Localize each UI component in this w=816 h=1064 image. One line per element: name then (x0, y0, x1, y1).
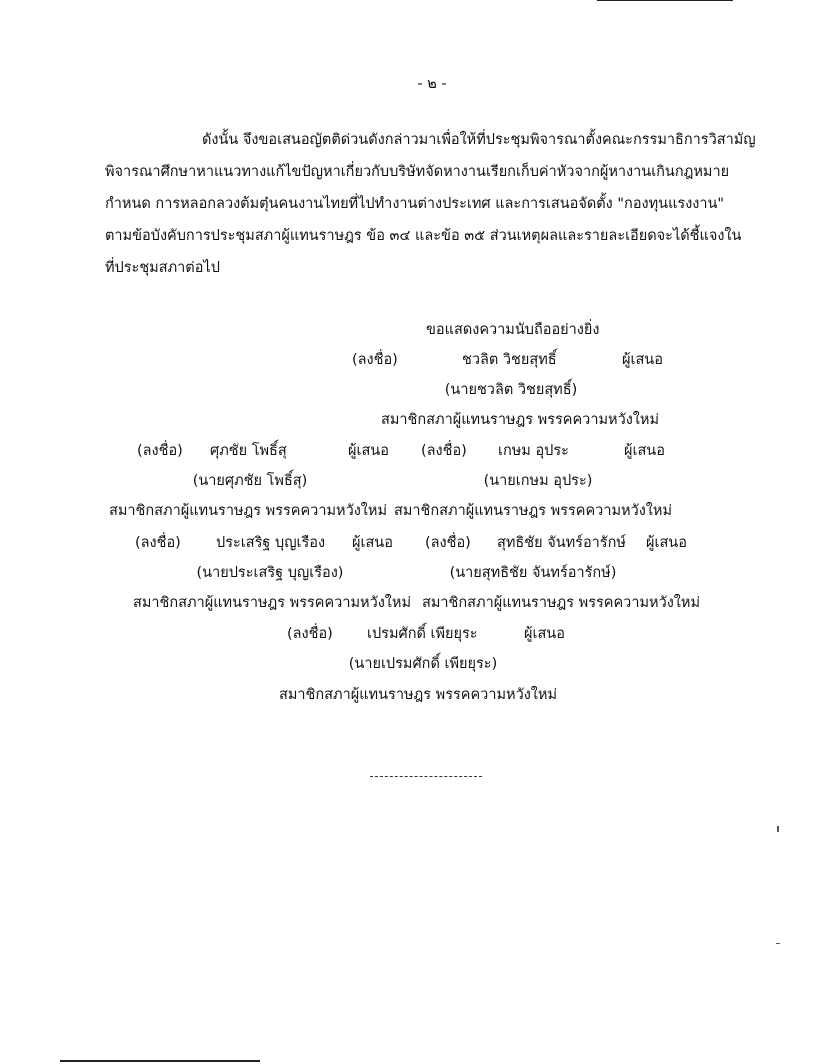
signatory-printed-name: (นายเกษม อุประ) (483, 473, 593, 489)
signatory-printed-name: (นายศุภชัย โพธิ์สุ) (192, 473, 308, 489)
end-divider (370, 776, 482, 777)
signatory-position: สมาชิกสภาผู้แทนราษฎร พรรคความหวังใหม่ (421, 595, 701, 611)
signatory-printed-name: (นายชวลิต วิชยสุทธิ์) (444, 382, 578, 398)
signatory-position: สมาชิกสภาผู้แทนราษฎร พรรคความหวังใหม่ (393, 503, 673, 519)
paragraph-line: ตามข้อบังคับการประชุมสภาผู้แทนราษฎร ข้อ ๓๔ และข้อ ๓๕ ส่วนเหตุผลและรายละเอียดจะได้ชี้แจงใน (105, 228, 742, 244)
scan-speck (776, 943, 780, 944)
signatory-printed-name: (นายสุทธิชัย จันทร์อารักษ์) (449, 565, 617, 581)
sign-label: (ลงชื่อ) (137, 443, 183, 459)
paragraph-line: ดังนั้น จึงขอเสนอญัตติด่วนดังกล่าวมาเพื่อให้ที่ประชุมพิจารณาตั้งคณะกรรมาธิการวิสามัญ (202, 132, 756, 148)
proposer-label: ผู้เสนอ (624, 443, 665, 459)
signatory-signature: ชวลิต วิชยสุทธิ์ (462, 352, 557, 368)
top-edge-rule (597, 0, 733, 1)
signatory-signature: ประเสริฐ บุญเรือง (216, 535, 326, 551)
signatory-signature: สุทธิชัย จันทร์อารักษ์ (497, 535, 626, 551)
page-number: - ๒ - (417, 76, 447, 92)
sign-label: (ลงชื่อ) (287, 626, 333, 642)
signatory-signature: เปรมศักดิ์ เพียยุระ (367, 626, 478, 642)
proposer-label: ผู้เสนอ (524, 626, 565, 642)
signatory-signature: เกษม อุประ (498, 443, 569, 459)
closing-salutation: ขอแสดงความนับถืออย่างยิ่ง (426, 322, 600, 338)
proposer-label: ผู้เสนอ (622, 352, 663, 368)
signatory-signature: ศุภชัย โพธิ์สุ (210, 443, 287, 459)
sign-label: (ลงชื่อ) (135, 535, 181, 551)
sign-label: (ลงชื่อ) (352, 352, 398, 368)
signatory-position: สมาชิกสภาผู้แทนราษฎร พรรคความหวังใหม่ (278, 687, 558, 703)
paragraph-line: ที่ประชุมสภาต่อไป (105, 260, 220, 276)
signatory-printed-name: (นายประเสริฐ บุญเรือง) (196, 565, 344, 581)
paragraph-line: พิจารณาศึกษาหาแนวทางแก้ไขปัญหาเกี่ยวกับบริษัทจัดหางานเรียกเก็บค่าหัวจากผู้หางานเกินกฎหมาย (105, 164, 730, 180)
sign-label: (ลงชื่อ) (425, 535, 471, 551)
bottom-edge-rule (60, 1060, 260, 1062)
proposer-label: ผู้เสนอ (348, 443, 389, 459)
signatory-position: สมาชิกสภาผู้แทนราษฎร พรรคความหวังใหม่ (380, 412, 660, 428)
signatory-position: สมาชิกสภาผู้แทนราษฎร พรรคความหวังใหม่ (132, 595, 412, 611)
signatory-printed-name: (นายเปรมศักดิ์ เพียยุระ) (348, 656, 498, 672)
paragraph-line: กำหนด การหลอกลวงต้มตุ๋นคนงานไทยที่ไปทำงานต่างประเทศ และการเสนอจัดตั้ง "กองทุนแรงงาน" (105, 196, 725, 212)
proposer-label: ผู้เสนอ (352, 535, 393, 551)
sign-label: (ลงชื่อ) (421, 443, 467, 459)
signatory-position: สมาชิกสภาผู้แทนราษฎร พรรคความหวังใหม่ (108, 503, 388, 519)
scan-speck (777, 826, 779, 832)
proposer-label: ผู้เสนอ (646, 535, 687, 551)
